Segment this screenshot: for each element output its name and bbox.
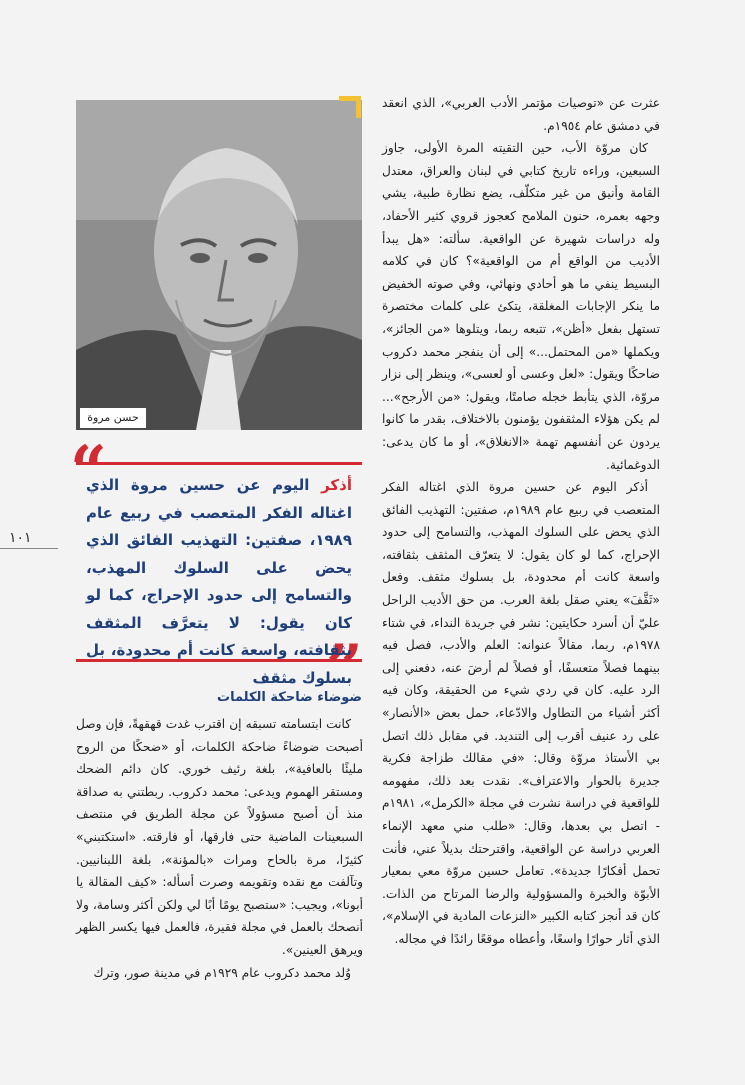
quote-open-mark: “ — [70, 432, 107, 507]
portrait-photo — [76, 100, 362, 430]
paragraph: كانت ابتسامته تسبقه إن اقترب غدت قهقهةً، فإن وصل أصبحت ضوضاءً ضاحكة الكلمات، أو «ضحكًا من الروح مليئًا بالعافية»، بلغة رئيف خوري. كان دائم الضحك ومستقر الهموم ويدعى: محمد دكروب. ربطتني به صداقة منذ أن أصبح مسؤولاً عن مجلة الطريق في منتصف السبعينات الماضية حتى فارقها، أو فارقته. «استكتبني» كثيرًا، مرة بالحاح ومرات «بالمؤنة»، بلغة اللبنانيين. وتآلفت مع نقده وتقويمه وصرت أسأله: «كيف المقالة يا أبونا»، ويجيب: «ستصبح يومًا أبًا لي ولكن أكثر وسامة، ولا أنصحك بالعمل في مجلة فقيرة، فالعمل فيها يكسر الظهر ويرهق العينين». — [76, 717, 363, 957]
corner-accent — [339, 96, 361, 118]
section-subheading: ضوضاء ضاحكة الكلمات — [217, 690, 362, 705]
paragraph: كان مروّة الأب، حين التقيته المرة الأولى، جاوز السبعين، وراءه تاريخ كتابي في لبنان والعراق، معتدل القامة وأنيق من غير متكلّف، يضع نظارة طبية، يشي وجهه بعمره، حنون الملامح كعجوز قروي كثير الأحفاد، وله دراسات شهيرة عن الواقعية. سألته: «هل يبدأ الأديب من الواقع أم من الواقعية»؟ كان في كلامه البسيط ينفي ما هو أحادي ونهائي، وفي صوته الخفيض ما ينكر الإجابات المغلقة، يتكئ على كلمات مختصرة تستهل بفعل «أظن»، تتبعه ربما، ويتلوها «من الجائز»، ويكملها «من المحتمل...» إلى أن ينفجر محمد دكروب ضاحكًا ويقول: «لعل وعسى أو لعسى»، وينظر إلى نزار مروّة، الذي يتأبط خجله صامتًا، ويقول: «من الأرجح»... لم يكن هؤلاء المثقفون يؤمنون بالاختلاف، بقدر ما كانوا يردون عن أنفسهم تهمة «الانغلاق»، أو ما كان يدعى: الدوغمائية. — [382, 141, 660, 472]
paragraph: وُلد محمد دكروب عام ١٩٢٩م في مدينة صور، وترك — [93, 965, 351, 980]
photo-caption: حسن مروة — [80, 408, 146, 428]
pull-quote-highlight: أذكر — [321, 476, 352, 494]
page-number: ١٠١ — [9, 530, 32, 546]
quote-close-mark: ” — [326, 631, 363, 706]
page-number-rule — [0, 548, 58, 549]
paragraph: أذكر اليوم عن حسين مروة الذي اغتاله الفكر المتعصب في ربيع عام ١٩٨٩م، صفتين: التهذيب الفائق الذي يحض على السلوك المهذب، والتسامح إلى حدود الإحراج، كما لو كان يقول: لا يتعرّف المثقف بثقافته، واسعة كانت أم محدودة، بل بسلوك مثقف. وفعل «ثَقَّفَ» يعني صقل بلغة العرب. من حق الأديب الراحل عليّ أن أسرد حكايتين: نشر في جريدة النداء، في شتاء ١٩٧٨م، ربما، مقالاً عنوانه: العلم والأدب، فصل فيه بينهما فصلاً متعسفًا، أو فصلاً لم أرضَ عنه، دفعني إلى الرد عليه. كان في ردي شيء من الحقيقة، وكان فيه أكثر أشياء من التطاول والادّعاء، حمل بعض «الأنصار» على رد عنيف أقرب إلى التنديد. في مقابل ذلك اتصل بي الأستاذ مروّة وقال: «في مقالك طزاجة فكرية جديرة بالحوار والاعتراف». نقدت بعد ذلك، مفهومه للواقعية في دراسة نشرت في مجلة «الكرمل»، ١٩٨١م - اتصل بي بعدها، وقال: «طلب مني معهد الإنماء العربي دراسة عن الواقعية، واقترحتك بديلاً عني، فأنت تحمل أفكارًا جديدة». تعامل حسين مروّة معي بمعيار الأبوّة والخبرة والمسؤولية والرضا المرتاح من الذات. كان قد أنجز كتابه الكبير «النزعات المادية في الإسلام»، الذي أثار حوارًا واسعًا، وأعطاه موقعًا رائدًا في مجاله. — [382, 480, 660, 946]
pull-quote-text — [86, 472, 352, 692]
portrait-illustration — [76, 100, 362, 430]
paragraph: عثرت عن «توصيات مؤتمر الأدب العربي»، الذي انعقد في دمشق عام ١٩٥٤م. — [382, 96, 660, 133]
pull-quote-body: اليوم عن حسين مروة الذي اغتاله الفكر المتعصب في ربيع عام ١٩٨٩، صفتين: التهذيب الفائق الذي يحض على السلوك المهذب، والتسامح إلى حدود الإحراج، كما لو كان يقول: لا يتعرَّف المثقف بثقافته، واسعة كانت أم محدودة، بل بسلوك مثقف — [86, 476, 352, 687]
right-text-column — [382, 92, 660, 951]
left-text-column — [76, 713, 363, 984]
